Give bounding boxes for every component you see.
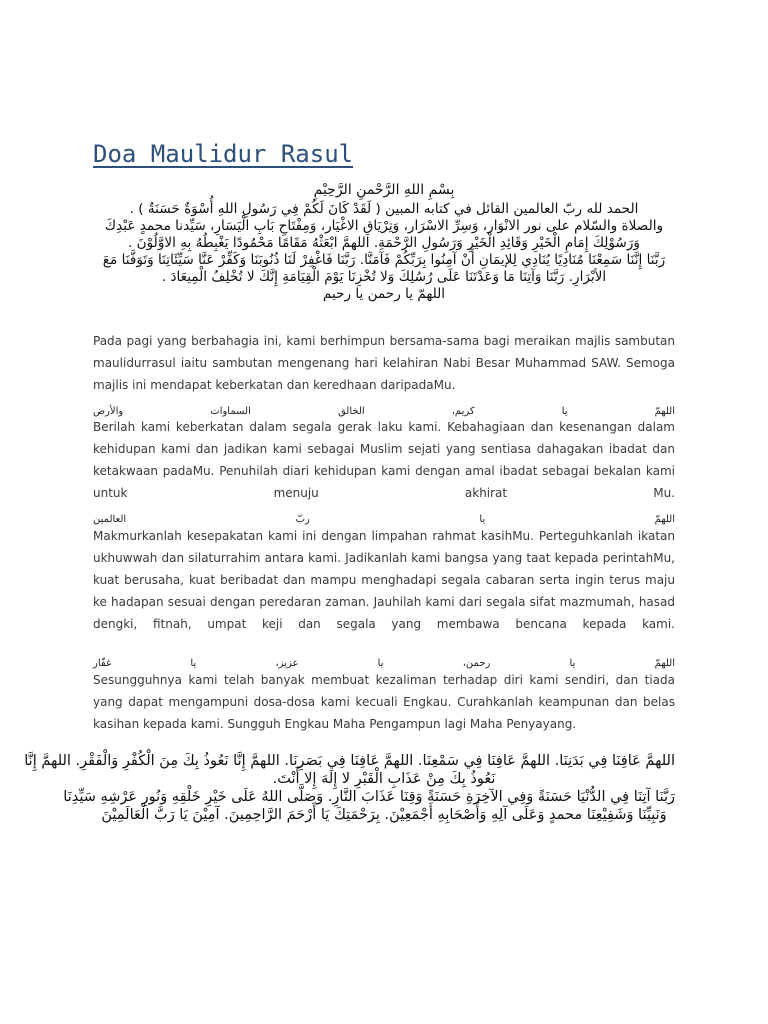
invocation-word: والأرض xyxy=(93,405,124,417)
invocation-word: يا xyxy=(479,513,486,525)
arabic-line: نَعُوذُ بِكَ مِنْ عَذَابِ الْقَبْرِ لا إِلَهَ إِلا أَنْتَ. xyxy=(272,771,496,787)
page-title: Doa Maulidur Rasul xyxy=(93,140,354,168)
paragraph-opening: Pada pagi yang berbahagia ini, kami berhimpun bersama-sama bagi meraikan majlis sambutan maulidurrasul iaitu sambutan mengenang hari kelahiran Nabi Besar Muhammad SAW. Semoga majlis ini mendapat keberkatan dan keredhaan daripadaMu. xyxy=(93,334,675,392)
paragraph-forgiveness: Sesungguhnya kami telah banyak membuat kezaliman terhadap diri kami sendiri, dan tiada yang dapat mengampuni dosa-dosa kami kecuali Engkau. Curahkanlah keampunan dan belas kasihan kepada kami. Sungguh Engkau Maha Pengampun lagi Maha Penyayang. xyxy=(93,673,675,731)
arabic-opening-block xyxy=(93,201,675,303)
invocation-word: السماوات xyxy=(210,405,251,417)
invocation-word: الخالق xyxy=(337,405,365,417)
invocation-word: يا xyxy=(377,657,384,669)
invocation-word: اللهمّ xyxy=(654,513,675,525)
invocation-word: غفّار xyxy=(93,657,112,669)
arabic-line: الأبْرَارِ. رَبَّنَا وَآتِنَا مَا وَعَدْتَنَا عَلَى رُسُلِكَ وَلا تُخْزِنَا يَوْمَ الْقِيَامَةِ إِنَّكَ لا تُخْلِفُ الْمِيعَادَ . xyxy=(161,269,607,285)
arabic-line: بِسْمِ اللهِ الرَّحْمنِ الرَّحِيْمِ xyxy=(313,182,455,198)
invocation-word: يا xyxy=(569,657,576,669)
arabic-line: اللهمّ يا رحمن يا رحيم xyxy=(322,286,446,302)
invocation-word: ربّ xyxy=(295,513,310,525)
arabic-closing-block xyxy=(24,752,675,824)
paragraph-blessing: Berilah kami keberkatan dalam segala gerak laku kami. Kebahagiaan dan kesenangan dalam kehidupan kami dan jadikan kami sebagai Muslim sejati yang sentiasa dahagakan ibadat dan ketakwaan padaMu. Penuhilah diari kehidupan kami dengan amal ibadat sebagai bekalan kami untuk menuju akhirat Mu. xyxy=(93,420,675,500)
invocation-word: عزيز، xyxy=(275,657,299,669)
paragraph-unity: Makmurkanlah kesepakatan kami ini dengan limpahan rahmat kasihMu. Perteguhkanlah ikatan ukhuwwah dan silaturrahim antara kami. Jadikanlah kami bangsa yang taat kepada perintahMu, kuat berusaha, kuat beribadat dan mampu menghadapi segala cabaran serta ingin terus maju ke hadapan sesuai dengan peredaran zaman. Jauhilah kami dari segala sifat mazmumah, hasad dengki, fitnah, umpat keji dan segala yang membawa bencana kepada kami. xyxy=(93,529,675,631)
invocation-word: يا xyxy=(561,405,568,417)
arabic-line: اللهمَّ عَافِنَا فِي بَدَنِنَا. اللهمَّ عَافِنَا فِي سَمْعِنَا. اللهمَّ عَافِنَا فِي بَصَرِنَا. اللهمَّ إِنَّا نَعُوذُ بِكَ مِنَ الْكُفْرِ وَالْفَقْرِ. اللهمَّ إِنَّا xyxy=(24,753,675,769)
bismillah-line xyxy=(93,182,675,199)
invocation-word: رحمن، xyxy=(462,657,491,669)
arabic-line: رَبَّنَا إِنَّنَا سَمِعْنَا مُنَادِيًا يُنَادِي لِلإيمَانِ أَنْ آمِنُوا بِرَبِّكُمْ فَآمَنَّا. رَبَّنَا فَاغْفِرْ لَنَا ذُنُوبَنَا وَكَفِّرْ عَنَّا سَيِّئَاتِنَا وَتَوَفَّنَا مَعَ xyxy=(102,252,666,268)
arabic-invocation-line xyxy=(93,656,675,670)
arabic-line: رَبَّنَا آتِنَا فِي الدُّنْيَا حَسَنَةً وَفِي الآخِرَةِ حَسَنَةً وَقِنَا عَذَابَ النَّارِ. وَصَلَّى اللهُ عَلَى خَيْرِ خَلْقِهِ وَنُورِ عَرْشِهِ سَيِّدِنَا xyxy=(63,789,675,805)
invocation-word: اللهمّ xyxy=(654,405,675,417)
invocation-word: يا xyxy=(190,657,197,669)
arabic-line: وَنَبِيِّنَا وَشَفِيْعِنَا محمدٍ وَعَلَى آلِهِ وَأَصْحَابِهِ أَجْمَعِيْنَ. بِرَحْمَتِكَ يَا أَرْحَمَ الرَّاحِمِينَ. آمِيْنَ يَا رَبَّ الْعَالَمِيْنَ xyxy=(101,807,667,823)
arabic-line: والصلاة والسّلام على نور الانْوَار، وَسِرِّ الاسْرَار، وَتِرْيَاقِ الاغْيَار، وَمِفْتَاحِ بَابِ الْيَسَارِ، سَيِّدنا محمدٍ عَبْدِكَ xyxy=(104,218,664,234)
arabic-line: الحمد لله ربّ العالمين القائل في كتابه المبين ( لَقَدْ كَانَ لَكُمْ فِي رَسُولِ اللهِ أُسْوَةٌ حَسَنَةٌ ) . xyxy=(129,201,639,217)
invocation-word: اللهمّ xyxy=(654,657,675,669)
arabic-line: وَرَسُوْلِكَ إِمَامِ الْخَيْرِ وَقَائِدِ الْخَيْرِ وَرَسُولِ الرَّحْمَةِ. اللهمَّ ابْعَثْهُ مَقَامًا مَحْمُودًا يَغْبِطُهُ بِهِ الاوَّلُوْنَ . xyxy=(128,235,640,251)
invocation-word: كريم، xyxy=(451,405,475,417)
arabic-invocation-line xyxy=(93,512,675,526)
invocation-word: العالمين xyxy=(93,513,127,525)
